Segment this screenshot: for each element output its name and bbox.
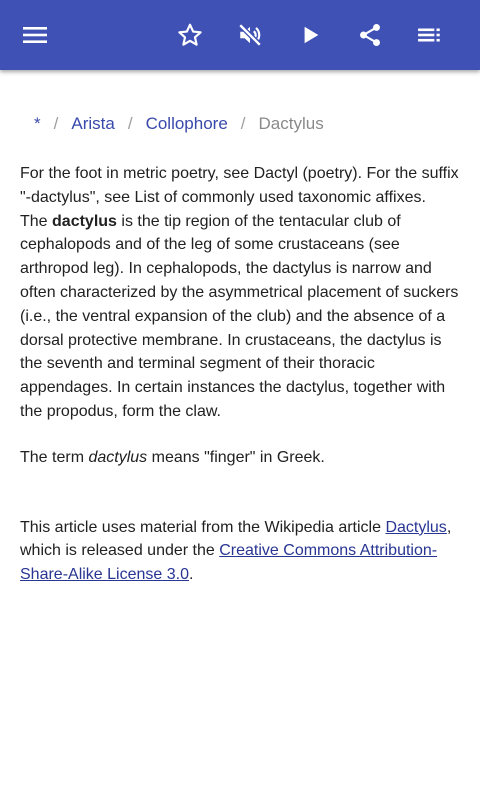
favorite-button[interactable] bbox=[166, 11, 214, 59]
breadcrumb-separator: / bbox=[240, 114, 246, 133]
article-content bbox=[20, 110, 462, 587]
intro-text-start: The bbox=[20, 212, 53, 230]
volume-off-icon bbox=[237, 22, 263, 48]
attribution-paragraph bbox=[20, 516, 462, 587]
share-button[interactable] bbox=[346, 11, 394, 59]
etymology-text-start: The term bbox=[20, 448, 89, 466]
etymology-text-rest: means "finger" in Greek. bbox=[147, 448, 325, 466]
article-body bbox=[20, 162, 462, 587]
source-article-link[interactable]: Dactylus bbox=[385, 518, 447, 536]
license-link[interactable]: Creative Commons Attribution-Share-Alike License 3.0 bbox=[20, 542, 438, 584]
intro-term: dactylus bbox=[52, 212, 117, 230]
intro-paragraph bbox=[20, 210, 462, 424]
list-icon bbox=[417, 22, 443, 48]
etymology-term: dactylus bbox=[88, 448, 148, 466]
attribution-text-end: . bbox=[188, 566, 194, 584]
attribution-text-start: This article uses material from the Wikipedia article bbox=[20, 518, 386, 536]
attribution-text-middle: , which is released under the bbox=[20, 518, 452, 560]
breadcrumb-separator: / bbox=[53, 114, 59, 133]
play-button[interactable] bbox=[287, 11, 335, 59]
breadcrumb-separator: / bbox=[127, 114, 133, 133]
menu-button[interactable] bbox=[11, 11, 59, 59]
app-toolbar bbox=[0, 0, 480, 70]
intro-text-rest: is the tip region of the tentacular club of cephalopods and of the leg of some crustaceans (see arthropod leg). In cephalopods, the dactylus is narrow and often characterized by the asymmetrical placement of suckers (i.e., the ventral expansion of the club) and the absence of a dorsal protective membrane. In crustaceans, the dactylus is the seventh and terminal segment of their thoracic appendages. In certain instances the dactylus, together with the propodus, form the claw. bbox=[20, 212, 459, 420]
breadcrumb-item-arista[interactable]: Arista bbox=[71, 114, 115, 133]
breadcrumb bbox=[20, 110, 462, 138]
contents-button[interactable] bbox=[406, 11, 454, 59]
hatnote: For the foot in metric poetry, see Dactyl (poetry). For the suffix "-dactylus", see List of commonly used taxonomic affixes. bbox=[20, 165, 459, 206]
breadcrumb-current: Dactylus bbox=[258, 114, 324, 133]
breadcrumb-item-root[interactable]: * bbox=[34, 114, 41, 133]
star-icon bbox=[177, 22, 203, 48]
play-icon bbox=[300, 24, 322, 46]
mute-button[interactable] bbox=[226, 11, 274, 59]
breadcrumb-item-collophore[interactable]: Collophore bbox=[145, 114, 228, 133]
etymology-paragraph bbox=[20, 446, 462, 470]
share-icon bbox=[357, 22, 383, 48]
menu-icon bbox=[23, 23, 47, 47]
